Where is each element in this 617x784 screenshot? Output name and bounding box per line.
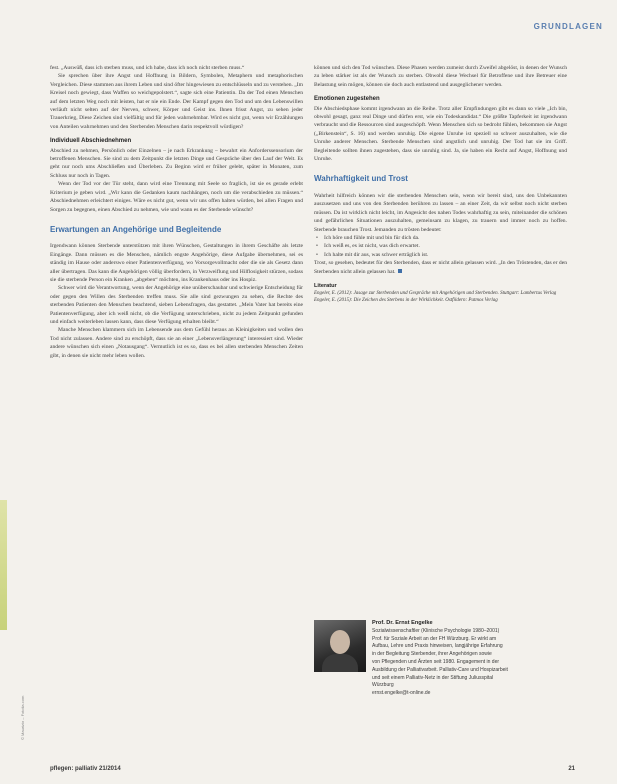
literature-heading: Literatur: [314, 282, 337, 289]
author-bio: [372, 620, 574, 698]
author-name: Prof. Dr. Ernst Engelke: [372, 620, 433, 626]
paragraph: Wahrheit hilfreich können wir die sterbenden Menschen sein, wenn wir bereit sind, uns den Unbekannten auszusetzen und uns von den Sterbenden berühren zu lassen – an einer Zeit, da wir selbst noch nicht sterben müssen. Da ist wirklich nicht leicht, im Angesicht des nahen Todes wahrhaftig zu sein, miteinander die schönen und gefährlichen Situationen auszuhalten, gemeinsam zu klagen, zu trauern und immer noch zu hoffen. Sterbende brauchen Trost. Jemanden zu trösten bedeutet:: [314, 192, 567, 233]
author-photo: [314, 620, 366, 672]
subheading: Emotionen zugestehen: [314, 96, 380, 103]
section-heading: Erwartungen an Angehörige und Begleitende: [50, 224, 222, 234]
photo-credit: © Maurizio – Fotolia.com: [20, 695, 25, 740]
paragraph: Sie sprechen über ihre Angst und Hoffnung in Bildern, Symbolen, Metaphern und metaphorischen Vergleichen. Diese stammen aus ihrem Leben und sind öfter hingewiesen zu entschlüsseln und zu verstehen. „Im Kreisel noch gewiegt, dass Waffen so weichgepolstert.“, sagte sich eine Patientin. Da der Tod einen Menschen auf dem letzten Weg noch mit leisten, hat er nie ein Ende. Der Kampf gegen den Tod und um den Lebenswillen verläuft nicht selten auf der Nerven, schwer, Körper und Geist ins. Ihnen frisst Angst, zu sehen jeder Trauerkrieg, Diese Zeichen sind vielfältig und für jeden wahrnehmbar. Wird es nicht gut, wenn wir Erzählungen von Anteilen wahrnehmen und den Sterbenden Menschen darin respektvoll würdigen?: [50, 73, 303, 130]
bullet-list: [314, 234, 567, 259]
author-line: Prof. für Soziale Arbeit an der FH Würzburg. Er wirkt am: [372, 635, 497, 642]
paragraph: Schwer wird die Verantwortung, wenn der Angehörige eine unüberschaubar und schwierige Entscheidung für oder gegen den Willen des Sterbenden treffen muss. Sie alle sind gezwungen zu sehen, die Rechte des sterbenden Patienten den Menschen beachtend, sieben Lebensfragen, das gestattet. „Mein Vater hat bereits eine Patientenverfügung, aber ich weiß nicht, ob die Verfügung unterschrieben, nicht zu jedem Zeitpunkt gefunden und einfach weiterleben lassen kann, dass diese Verfügung erhalten bleibt.“: [50, 285, 303, 325]
author-box: [314, 620, 574, 740]
author-line: Ausbildung der Palliativarbeit. Palliativ-Care und Hospizarbeit: [372, 666, 508, 673]
paragraph-text: Trost, so gesehen, bedeutet für den Sterbenden, dass er nicht allein gelassen wird. „In den Tröstenden, das er den Sterbenden nicht allein gelassen hat.: [314, 260, 567, 275]
paragraph: Irgendwann können Sterbende unterstützen mit ihren Wünschen, Gestaltungen in ihrem Geschäfte als letzte Eingänge. Dann müssen es die Menschen, nämlich engste Angehörige, diese Aufgabe übernehmen, sei es ständig im Hause oder anderswo einer Patientenverfügung, wo Vorsorgevollmacht oder die sie als Gesetz dann aller übertragen. Das kann die Angehörigen völlig überfordern, in Verzweiflung und Hilflosigkeit stürzen, sodass sie die sterbende Person ein Kranken „abgeben“ möchten, ins Krankenhaus oder ins Hospiz.: [50, 243, 303, 283]
list-item: • Ich weiß es, es ist nicht, was dich erwartet.: [324, 242, 567, 250]
list-item: • Ich halte mit dir aus, was schwer erträglich ist.: [324, 251, 567, 259]
section-kicker: GRUNDLAGEN: [533, 22, 603, 31]
literature-entry: Engeler, E. (2015): Die Zeichen des Sterbens in der Wirklichkeit. Ostfildern: Patmos Verlag: [314, 297, 498, 303]
journal-name: pflegen: palliativ 21/2014: [50, 766, 121, 772]
author-line: Aufbau, Lehre und Praxis hinweisen, langjährige Erfahrung: [372, 643, 503, 650]
page-number: 21: [568, 766, 575, 772]
author-line: von Pflegenden und Ärzten seit 1980. Engagement in der: [372, 658, 500, 665]
author-line: Sozialwissenschaftler (Klinische Psychologie 1980–2001): [372, 627, 500, 634]
paragraph: können und sich den Tod wünschen. Diese Phasen werden zumeist durch Zweifel abgelöst, in denen der Wunsch zu leben stärker ist als der Wunsch zu sterben. Obwohl diese Wechsel für Betroffene und ihre Betreuer eine Belastung sein mögen, können sie doch auch entlastend und ausgeglichener werden.: [314, 65, 567, 88]
author-line: in der Begleitung Sterbender, ihrer Angehörigen sowie: [372, 651, 492, 658]
end-mark-icon: [398, 269, 402, 273]
author-face: [330, 630, 350, 654]
paragraph: Die Abschiedsphase kommt irgendwann an die Reihe. Trotz aller Empfindungen gibt es dann so viele „Ich bin, obwohl gesagt, ganz real Dinge und dürfen erst, wie ein Todeskandidat.“ Die größte Tapferkeit ist irgendwann verbraucht und die Ressourcen sind ausgeschöpft. Wenn Menschen sich so bedroht fühlen, bekommen sie Angst („Birkenstein“, S. 16) und werden unruhig. Die eigene Unruhe ist speziell so schwer auszuhalten, wie die Unruhe anderer Menschen. Sterbende Menschen sind angstlich und unruhig. Der Tod hat sie im Griff. Begleitende sollten ihnen zugestehen, dass sie unruhig sind. Ja, sie haben ein Recht auf Angst, Hoffnung und Unruhe.: [314, 105, 567, 163]
decorative-stripe: [0, 500, 7, 630]
subheading: Individuell Abschiednehmen: [50, 138, 132, 145]
author-line: Würzburg: [372, 682, 394, 689]
paragraph: fest. „Auswüß, dass ich sterben muss, und ich habe, dass ich noch nicht sterben muss.“: [50, 65, 245, 71]
left-column: [50, 64, 303, 360]
paragraph: Wenn der Tod vor der Tür steht, dann wird eine Trennung mit Seele so fraglich, ist sie es gerade erlebt Kriterium je geben wird. „Wir kann die Gedanken kaum nachhängen, noch um die verabschieden zu müssen.“ Abschiednehmen erleichtert einiges. Wäre es nicht gut, wenn wir uns offen halten würden, bei allen Fragen und Sorgen zu begegnen, einen Abschied zu nehmen, wie und wann es der Sterbende wünscht?: [50, 181, 303, 213]
author-email: ernst.engelke@t-online.de: [372, 690, 431, 697]
list-item: • Ich höre und fühle mit und bin für dich da.: [324, 234, 567, 242]
paragraph: Abschied zu nehmen, Persönlich oder Einzelnen – je nach Erkrankung – bewahrt ein Anforderssensorium der betroffenen Menschen. Sie sind zu dem Zeitpunkt die letzten Dinge und Gespräche über den Lauf der Welt. Es geht nur noch ums Abschließen und Überleben. Zu Beginn wird er früher gelebt, später in Monaten, zum Schluss nur noch in Tagen.: [50, 147, 303, 179]
paragraph-with-endmark: [314, 259, 567, 276]
author-line: und seit einem Palliativ-Netz in der Stiftung Juliusspital: [372, 674, 494, 681]
literature-entry: Engeler, E. (2012): Jasage zur Sterbenden und Gespräche mit Angehörigen und Sterbenden. Stuttgart: Lambertus Verlag: [314, 291, 557, 297]
right-column: [314, 64, 567, 305]
author-shirt: [322, 654, 358, 672]
section-heading: Wahrhaftigkeit und Trost: [314, 174, 408, 184]
paragraph: Manche Menschen klammern sich im Lebensende aus dem Gefühl heraus an Kleinigkeiten und wollen den Tod nicht zulassen. Andere sind zu erschöpft, dass sie an einer „Lebensverlängerung“ interessiert sind. Wieder andere wünschen sich einen „Notausgang“. Vermutlich ist es so, dass es bei allen sterbenden Menschen Zeiten gibt, in denen sie nicht mehr leben wollen.: [50, 327, 303, 359]
